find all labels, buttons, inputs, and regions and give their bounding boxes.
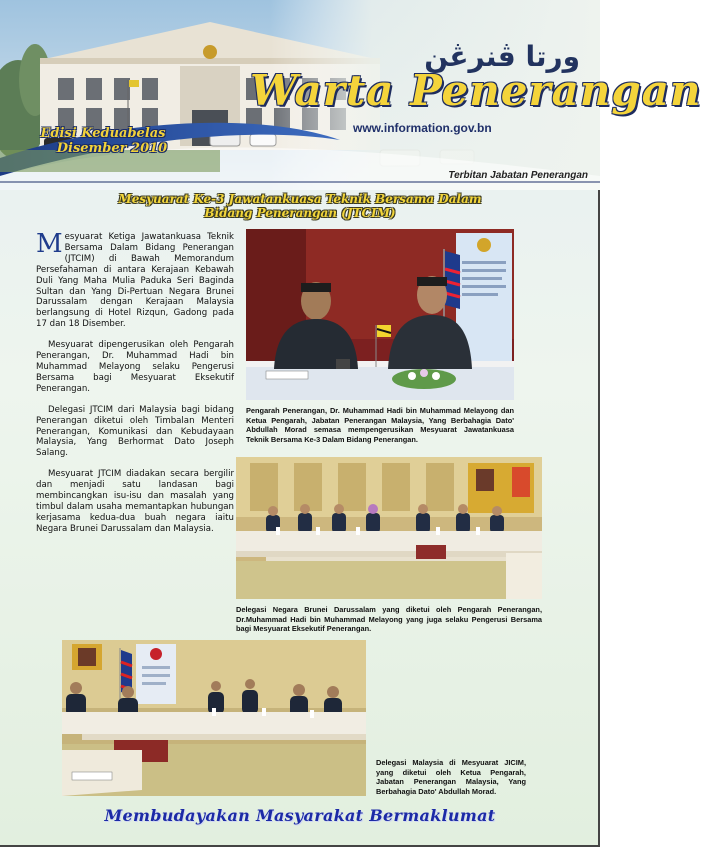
paragraph-1 bbox=[36, 229, 234, 330]
paragraph-4: Mesyuarat JTCIM diadakan secara bergilir dan menjadi satu landasan bagi membincangkan isu-isu dan masalah yang timbul dalam usaha memantapkan hubungan kerjasama kedua-dua buah negara iaitu Negara Brunei Darussalam dan Malaysia. bbox=[36, 469, 234, 534]
edition-date: Disember 2010 bbox=[56, 141, 168, 156]
edition-number: Edisi Keduabelas bbox=[40, 126, 166, 141]
paragraph-1-text: esyuarat Ketiga Jawatankuasa Teknik Bersama Dalam Bidang Penerangan (JTCIM) di Bawah Memorandum Persefahaman di antara Kerajaan Kebawah Duli Yang Maha Mulia Paduka Seri Baginda Sultan dan Yang Di-Pertuan Negara Brunei Darussalam dengan Kerajaan Malaysia berlangsung di Hotel Rizqun, Gadong pada 17 dan 18 Disember. bbox=[36, 232, 234, 330]
footer-tagline: Membudayakan Masyarakat Bermaklumat bbox=[104, 806, 496, 825]
photo-brunei-delegation bbox=[236, 457, 542, 599]
photo-chairmen bbox=[246, 229, 514, 400]
edition-label bbox=[38, 126, 168, 156]
publisher-line: Terbitan Jabatan Penerangan bbox=[448, 170, 588, 181]
photo-malaysia-delegation bbox=[62, 640, 366, 796]
headline-line1: Mesyuarat Ke-3 Jawatankuasa Teknik Bersama Dalam bbox=[118, 192, 482, 206]
caption-photo-1: Pengarah Penerangan, Dr. Muhammad Hadi bin Muhammad Melayong dan Ketua Pengarah, Jabatan Penerangan Malaysia, Yang Berbahagia Dato' Abdullah Morad semasa mempengerusikan Mesyuarat Jawatankuasa Teknik Bersama Ke-3 Dalam Bidang Penerangan. bbox=[246, 406, 514, 444]
article-body bbox=[36, 229, 234, 545]
paragraph-2: Mesyuarat dipengerusikan oleh Pengarah Penerangan, Dr. Muhammad Hadi bin Muhammad Melayong selaku Pengerusi Bersama bagi Mesyuarat Eksekutif Penerangan. bbox=[36, 340, 234, 394]
article-headline bbox=[0, 192, 600, 220]
drop-cap: M bbox=[36, 229, 63, 259]
masthead bbox=[0, 0, 702, 190]
paragraph-3: Delegasi JTCIM dari Malaysia bagi bidang Penerangan diketui oleh Timbalan Menteri Penerangan, Komunikasi dan Kebudayaan Malaysia, Yang Berhormat Dato Joseph Salang. bbox=[36, 404, 234, 459]
jawi-title: ورتا ڤنرڠن bbox=[424, 40, 580, 73]
caption-photo-2: Delegasi Negara Brunei Darussalam yang diketui oleh Pengarah Penerangan, Dr.Muhammad Hadi bin Muhammad Melayong yang juga selaku Pengerusi Bersama bagi Mesyuarat Eksekutif Penerangan. bbox=[236, 605, 542, 634]
headline-line2: Bidang Penerangan (JTCIM) bbox=[204, 206, 396, 220]
masthead-title: Warta Penerangan bbox=[250, 66, 702, 115]
caption-photo-3: Delegasi Malaysia di Mesyuarat JICIM, yang diketui oleh Ketua Pengarah, Jabatan Penerangan Malaysia, Yang Berbahagia Dato' Abdullah Morad. bbox=[376, 758, 526, 796]
website-link[interactable]: www.information.gov.bn bbox=[353, 121, 492, 135]
